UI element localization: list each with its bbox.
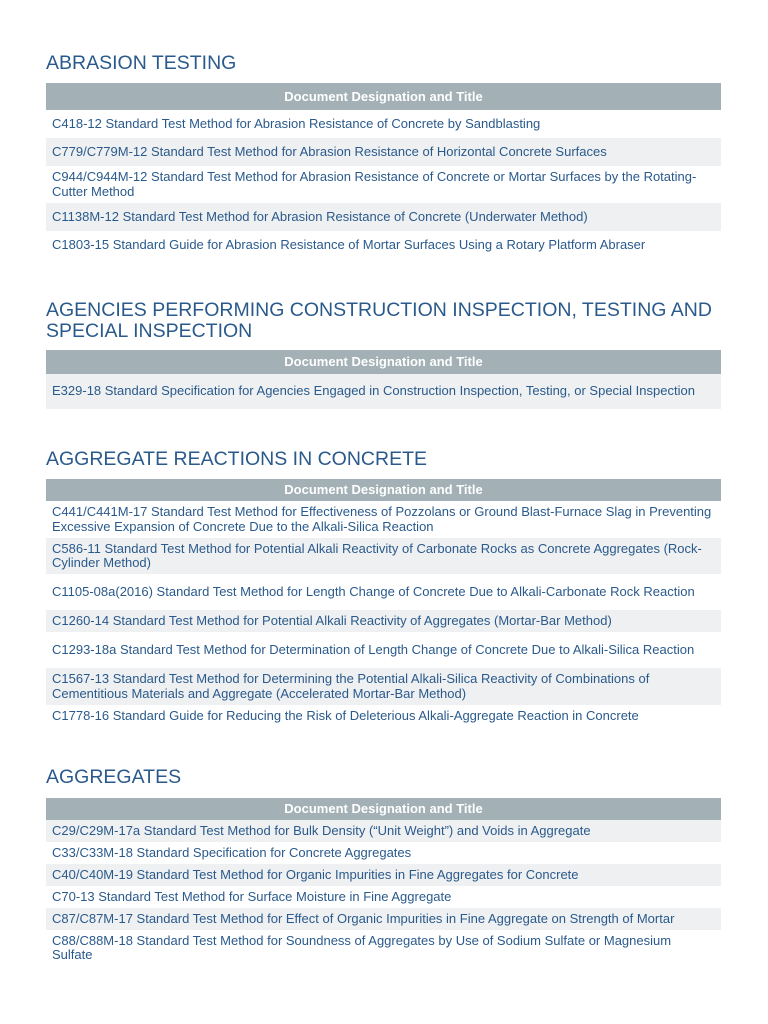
section-heading: ABRASION TESTING xyxy=(46,52,237,74)
section-abrasion-testing xyxy=(46,53,721,260)
table-header: Document Designation and Title xyxy=(46,798,721,820)
table-row[interactable]: C70-13 Standard Test Method for Surface Moisture in Fine Aggregate xyxy=(52,888,452,904)
table-row[interactable]: E329-18 Standard Specification for Agencies Engaged in Construction Inspection, Testing, or Special Inspection xyxy=(46,374,721,409)
section-heading: AGGREGATES xyxy=(46,766,182,788)
table-row[interactable]: C1803-15 Standard Guide for Abrasion Resistance of Mortar Surfaces Using a Rotary Platform Abraser xyxy=(52,237,646,253)
standards-table xyxy=(46,798,721,966)
table-row[interactable]: C29/C29M-17a Standard Test Method for Bulk Density (“Unit Weight”) and Voids in Aggregate xyxy=(46,820,721,842)
table-row[interactable]: C1260-14 Standard Test Method for Potential Alkali Reactivity of Aggregates (Mortar-Bar Method) xyxy=(46,610,721,632)
table-row[interactable]: C779/C779M-12 Standard Test Method for Abrasion Resistance of Horizontal Concrete Surfaces xyxy=(46,138,721,166)
section-heading: AGENCIES PERFORMING CONSTRUCTION INSPECTION, TESTING AND SPECIAL INSPECTION xyxy=(46,299,712,342)
table-header: Document Designation and Title xyxy=(46,83,721,110)
standards-table xyxy=(46,479,721,727)
table-header: Document Designation and Title xyxy=(46,350,721,374)
section-heading: AGGREGATE REACTIONS IN CONCRETE xyxy=(46,448,428,470)
table-row[interactable]: C1138M-12 Standard Test Method for Abrasion Resistance of Concrete (Underwater Method) xyxy=(46,203,721,231)
standards-table xyxy=(46,83,721,260)
table-row[interactable]: C88/C88M-18 Standard Test Method for Soundness of Aggregates by Use of Sodium Sulfate or Magnesium Sulfate xyxy=(52,932,672,962)
table-row[interactable]: C944/C944M-12 Standard Test Method for Abrasion Resistance of Concrete or Mortar Surfaces by the Rotating-Cutter Method xyxy=(52,169,697,199)
table-row[interactable]: C1778-16 Standard Guide for Reducing the Risk of Deleterious Alkali-Aggregate Reaction in Concrete xyxy=(52,707,639,723)
table-row[interactable]: C1567-13 Standard Test Method for Determining the Potential Alkali-Silica Reactivity of Combinations of Cementitious Materials and Aggregate (Accelerated Mortar-Bar Method) xyxy=(46,668,721,705)
standards-table xyxy=(46,350,721,409)
section-aggregate-reactions xyxy=(46,449,721,727)
table-row[interactable]: C1293-18a Standard Test Method for Determination of Length Change of Concrete Due to Alkali-Silica Reaction xyxy=(52,641,695,657)
table-row[interactable]: C1105-08a(2016) Standard Test Method for Length Change of Concrete Due to Alkali-Carbonate Rock Reaction xyxy=(52,583,695,599)
table-row[interactable]: C33/C33M-18 Standard Specification for Concrete Aggregates xyxy=(52,844,412,860)
table-row[interactable]: C40/C40M-19 Standard Test Method for Organic Impurities in Fine Aggregates for Concrete xyxy=(46,864,721,886)
table-row[interactable]: C586-11 Standard Test Method for Potential Alkali Reactivity of Carbonate Rocks as Concrete Aggregates (Rock-Cylinder Method) xyxy=(46,538,721,574)
section-aggregates xyxy=(46,767,721,966)
table-row[interactable]: C441/C441M-17 Standard Test Method for Effectiveness of Pozzolans or Ground Blast-Furnace Slag in Preventing Excessive Expansion of Concrete Due to the Alkali-Silica Reaction xyxy=(52,504,712,534)
section-agencies xyxy=(46,300,721,409)
table-header: Document Designation and Title xyxy=(46,479,721,501)
table-row[interactable]: C418-12 Standard Test Method for Abrasion Resistance of Concrete by Sandblasting xyxy=(52,115,541,131)
table-row[interactable]: C87/C87M-17 Standard Test Method for Effect of Organic Impurities in Fine Aggregate on Strength of Mortar xyxy=(46,908,721,930)
